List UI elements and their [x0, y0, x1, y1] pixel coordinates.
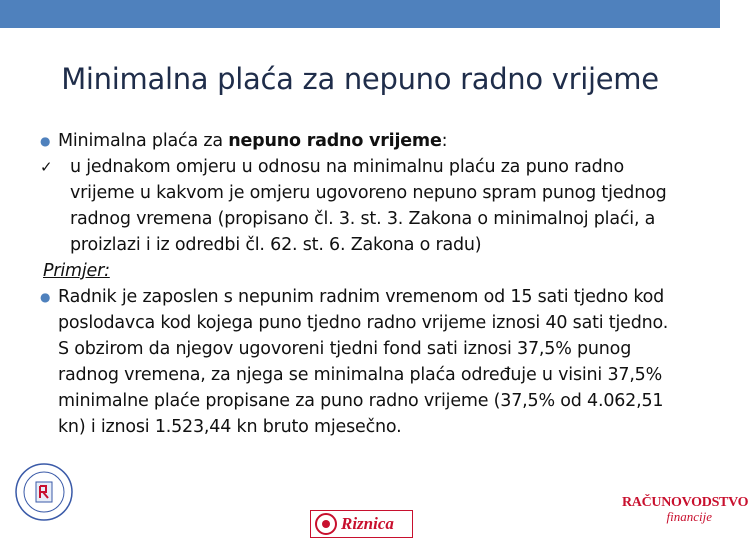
bullet1-bold: nepuno radno vrijeme — [228, 131, 442, 151]
check1-text: u jednakom omjeru u odnosu na minimalnu plaću za puno radno vrijeme u kakvom je omjeru ugovoreno nepuno spram punog tjednog radnog vremena (propisano čl. 3. st. 3. Zakona o minimalnoj plaći, a proizlazi i iz odredbi čl. 62. st. 6. Zakona o radu) — [70, 157, 667, 255]
racunovodstvo-financije-logo — [622, 495, 748, 539]
slide-title: Minimalna plaća za nepuno radno vrijeme — [61, 62, 659, 96]
logo-right-line1: RAČUNOVODSTVO — [622, 495, 748, 510]
bullet2-text: Radnik je zaposlen s nepunim radnim vremenom od 15 sati tjedno kod poslodavca kod kojega puno tjedno radno vrijeme iznosi 40 sati tjedno. S obzirom da njegov ugovoreni tjedni fond sati iznosi 37,5% punog radnog vremena, za njega se minimalna plaća određuje u visini 37,5% minimalne plaće propisane za puno radno vrijeme (37,5% od 4.062,51 kn) i iznosi 1.523,44 kn bruto mjesečno. — [58, 287, 669, 437]
riznica-logo — [310, 510, 413, 538]
riznica-logo-text: Riznica — [341, 514, 394, 533]
bullet1-suffix: : — [441, 131, 448, 151]
top-accent-bar — [0, 0, 720, 28]
association-seal-logo — [14, 462, 74, 522]
list-item — [40, 154, 680, 258]
bullet-icon: ● — [40, 134, 51, 148]
slide-body — [40, 128, 680, 440]
list-item — [40, 128, 680, 154]
bullet1-prefix: Minimalna plaća za — [58, 131, 229, 151]
checkmark-icon: ✓ — [40, 158, 53, 176]
example-heading: Primjer: — [43, 261, 110, 281]
logo-right-line2: financije — [666, 509, 712, 524]
riznica-seal-icon — [315, 513, 337, 535]
bullet-icon: ● — [40, 290, 51, 304]
list-item — [40, 284, 680, 440]
